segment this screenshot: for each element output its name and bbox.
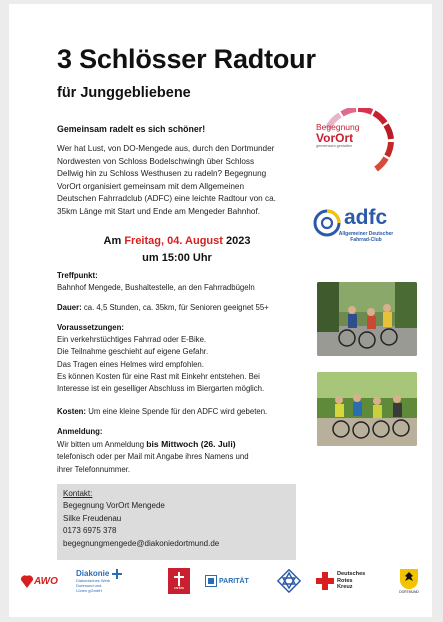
- contact-phone[interactable]: 0173 6975 378: [63, 526, 117, 536]
- voraussetzungen-section: [57, 322, 312, 395]
- anmeldung-text: Wir bitten um Anmeldung: [57, 440, 147, 450]
- intro-line: 35km Länge mit Start und Ende am Mengeder Bahnhof.: [57, 206, 260, 216]
- awo-heart-icon: [20, 573, 34, 589]
- kosten-label: Kosten:: [57, 407, 87, 416]
- kosten-section: [57, 406, 312, 418]
- intro-line: Deutschen Fahrradclub (ADFC) eine leichte Radtour von ca.: [57, 194, 276, 204]
- awo-name: AWO: [34, 575, 58, 587]
- begegnung-line1: Begegnung: [316, 122, 360, 132]
- caritas-name: caritas: [173, 586, 185, 590]
- dauer-section: [57, 302, 312, 314]
- diakonie-line1: Diakonisches Werk: [76, 578, 111, 583]
- date-prefix: Am: [103, 235, 125, 247]
- event-date: [57, 233, 297, 267]
- cyclists-photo-2: [317, 372, 417, 446]
- drk-line2: Rotes: [337, 577, 353, 584]
- treffpunkt-section: [57, 270, 312, 294]
- adfc-logo: [312, 206, 412, 250]
- contact-label: Kontakt:: [63, 489, 93, 498]
- diakonie-cross-icon: [112, 569, 122, 579]
- dauer-text: ca. 4,5 Stunden, ca. 35km, für Senioren geeignet 55+: [81, 303, 269, 312]
- anmeldung-text: ihrer Telefonnummer.: [57, 464, 131, 474]
- contact-email[interactable]: begegnungmengede@diakoniedortmund.de: [63, 538, 220, 548]
- intro-heading: Gemeinsam radelt es sich schöner!: [57, 124, 206, 134]
- diakonie-line3: Lünen gGmbH: [76, 588, 103, 593]
- intro-line: Dellwig hin zu Schloss Westhusen zu radeln? Begegnung: [57, 169, 267, 179]
- star-of-david-icon: [277, 569, 301, 593]
- page-title: 3 Schlösser Radtour: [57, 44, 316, 74]
- dortmund-logo: [394, 566, 424, 596]
- voraussetzungen-line: Ein verkehrstüchtiges Fahrrad oder E-Bike.: [57, 335, 207, 345]
- voraussetzungen-label: Voraussetzungen:: [57, 323, 125, 332]
- anmeldung-deadline: bis Mittwoch (26. Juli): [146, 439, 236, 450]
- begegnung-line3: gemeinsam gestalten: [316, 144, 353, 148]
- adfc-name: adfc: [344, 206, 388, 229]
- intro-line: Nordwesten von Schloss Bodelschwingh über Schloss: [57, 156, 255, 166]
- cyclists-photo-1: [317, 282, 417, 356]
- begegnung-line2: VorOrt: [316, 131, 354, 145]
- paritaet-name: PARITÄT: [219, 577, 249, 585]
- dortmund-eagle-icon: [399, 568, 419, 590]
- paritaet-square-icon: [205, 575, 217, 587]
- date-highlight: Freitag, 04. August: [124, 235, 223, 247]
- page-subtitle: für Junggebliebene: [57, 85, 191, 101]
- treffpunkt-text: Bahnhof Mengede, Bushaltestelle, an den Fahrradbügeln: [57, 283, 255, 293]
- drk-line1: Deutsches: [337, 571, 366, 578]
- date-year: 2023: [222, 235, 251, 247]
- jewish-community-logo: [274, 566, 304, 596]
- intro-line: VorOrt organisiert gemeinsam mit dem Allgemeinen: [57, 181, 245, 191]
- intro-text: [57, 143, 297, 219]
- drk-line3: Kreuz: [337, 584, 353, 591]
- diakonie-logo: [76, 566, 154, 596]
- treffpunkt-label: Treffpunkt:: [57, 271, 98, 280]
- kosten-text: Um eine kleine Spende für den ADFC wird gebeten.: [86, 407, 268, 416]
- caritas-logo: [165, 566, 193, 596]
- diakonie-line2: Dortmund und: [76, 583, 102, 588]
- paritaet-logo: [205, 566, 260, 596]
- dortmund-name: DORTMUND: [399, 590, 419, 594]
- red-cross-icon: [316, 572, 334, 590]
- anmeldung-text: telefonisch oder per Mail mit Angabe ihres Namens und: [57, 452, 249, 462]
- event-time: um 15:00 Uhr: [142, 252, 212, 264]
- contact-box: [57, 484, 296, 560]
- anmeldung-section: [57, 426, 312, 476]
- voraussetzungen-line: Interesse ist ein geselliger Abschluss im Biergarten möglich.: [57, 384, 265, 394]
- voraussetzungen-line: Das Tragen eines Helmes wird empfohlen.: [57, 359, 204, 369]
- contact-name: Silke Freudenau: [63, 513, 122, 523]
- contact-org: Begegnung VorOrt Mengede: [63, 501, 165, 511]
- drk-logo: [316, 566, 376, 596]
- voraussetzungen-line: Die Teilnahme geschieht auf eigene Gefahr.: [57, 347, 209, 357]
- partner-logos-row: [20, 566, 430, 598]
- dauer-label: Dauer:: [57, 303, 82, 312]
- caritas-flame-icon: [173, 572, 185, 586]
- adfc-line2: Fahrrad-Club: [350, 237, 382, 243]
- voraussetzungen-line: Es können Kosten für eine Rast mit Einkehr entstehen. Bei: [57, 371, 260, 381]
- adfc-line1: Allgemeiner Deutscher: [338, 231, 394, 237]
- anmeldung-label: Anmeldung:: [57, 427, 103, 436]
- intro-line: Wer hat Lust, von DO-Mengede aus, durch den Dortmunder: [57, 144, 275, 153]
- diakonie-name: Diakonie: [76, 569, 110, 578]
- awo-logo: [20, 566, 64, 596]
- begegnung-vorort-logo: [316, 108, 400, 174]
